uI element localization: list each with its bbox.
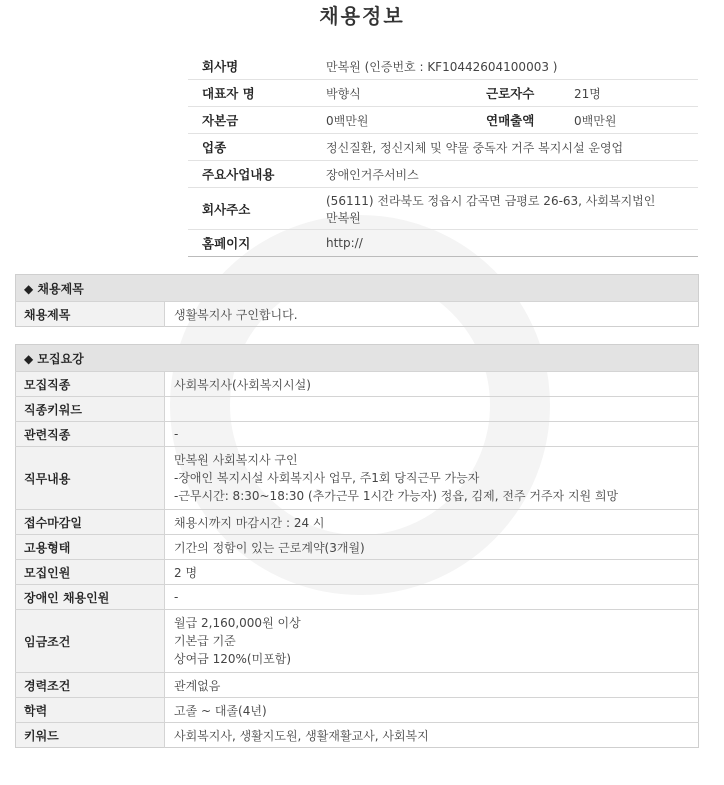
wage-label: 임금조건 (16, 610, 165, 673)
sales-label: 연매출액 (486, 107, 560, 134)
address-label: 회사주소 (188, 188, 312, 230)
business-label: 주요사업내용 (188, 161, 312, 188)
employees-label: 근로자수 (486, 80, 560, 107)
deadline-value: 채용시까지 마감시간 : 24 시 (165, 510, 699, 535)
sales-value: 0백만원 (560, 107, 698, 134)
capital-label: 자본금 (188, 107, 312, 134)
job-keyword-label: 직종키워드 (16, 397, 165, 422)
recruit-title-heading: ◆ 채용제목 (16, 275, 699, 302)
education-label: 학력 (16, 698, 165, 723)
wage-value (165, 610, 699, 673)
career-label: 경력조건 (16, 673, 165, 698)
recruit-title-section (15, 274, 699, 327)
company-info-table (188, 53, 698, 257)
business-value: 장애인거주서비스 (312, 161, 698, 188)
headcount-label: 모집인원 (16, 560, 165, 585)
homepage-label: 홈페이지 (188, 230, 312, 257)
industry-value: 정신질환, 정신지체 및 약물 중독자 거주 복지시설 운영업 (312, 134, 698, 161)
deadline-label: 접수마감일 (16, 510, 165, 535)
recruit-requirements-section (15, 344, 699, 748)
address-line-2: 만복원 (326, 210, 361, 225)
keywords-value: 사회복지사, 생활지도원, 생활재활교사, 사회복지 (165, 723, 699, 748)
capital-value: 0백만원 (312, 107, 486, 134)
employment-type-value: 기간의 정함이 있는 근로계약(3개월) (165, 535, 699, 560)
job-value: 사회복지사(사회복지시설) (165, 372, 699, 397)
homepage-link[interactable]: http:// (312, 230, 698, 257)
wage-line-1: 월급 2,160,000원 이상 (174, 616, 301, 630)
ceo-label: 대표자 명 (188, 80, 312, 107)
duty-line-1: 만복원 사회복지사 구인 (174, 453, 298, 467)
education-value: 고졸 ~ 대졸(4년) (165, 698, 699, 723)
page-title: 채용정보 (319, 4, 405, 28)
disabled-hire-value: - (165, 585, 699, 610)
company-name-label: 회사명 (188, 53, 312, 80)
requirements-heading: ◆ 모집요강 (16, 345, 699, 372)
recruit-title-value: 생활복지사 구인합니다. (165, 302, 699, 327)
disabled-hire-label: 장애인 채용인원 (16, 585, 165, 610)
company-name-value: 만복원 (인증번호 : KF10442604100003 ) (312, 53, 698, 80)
wage-line-3: 상여금 120%(미포함) (174, 652, 292, 666)
related-job-value: - (165, 422, 699, 447)
employment-type-label: 고용형태 (16, 535, 165, 560)
duty-line-3: -근무시간: 8:30~18:30 (추가근무 1시간 가능자) 정읍, 김제, 전주 거주자 지원 희망 (174, 489, 619, 503)
industry-label: 업종 (188, 134, 312, 161)
address-value (312, 188, 698, 230)
employees-value: 21명 (560, 80, 698, 107)
duty-label: 직무내용 (16, 447, 165, 510)
ceo-value: 박향식 (312, 80, 486, 107)
job-label: 모집직종 (16, 372, 165, 397)
recruit-title-label: 채용제목 (16, 302, 165, 327)
wage-line-2: 기본급 기준 (174, 634, 236, 648)
duty-value (165, 447, 699, 510)
keywords-label: 키워드 (16, 723, 165, 748)
related-job-label: 관련직종 (16, 422, 165, 447)
headcount-value: 2 명 (165, 560, 699, 585)
address-line-1: (56111) 전라북도 정읍시 감곡면 금평로 26-63, 사회복지법인 (326, 193, 656, 208)
duty-line-2: -장애인 복지시설 사회복지사 업무, 주1회 당직근무 가능자 (174, 471, 480, 485)
job-keyword-value (165, 397, 699, 422)
career-value: 관계없음 (165, 673, 699, 698)
